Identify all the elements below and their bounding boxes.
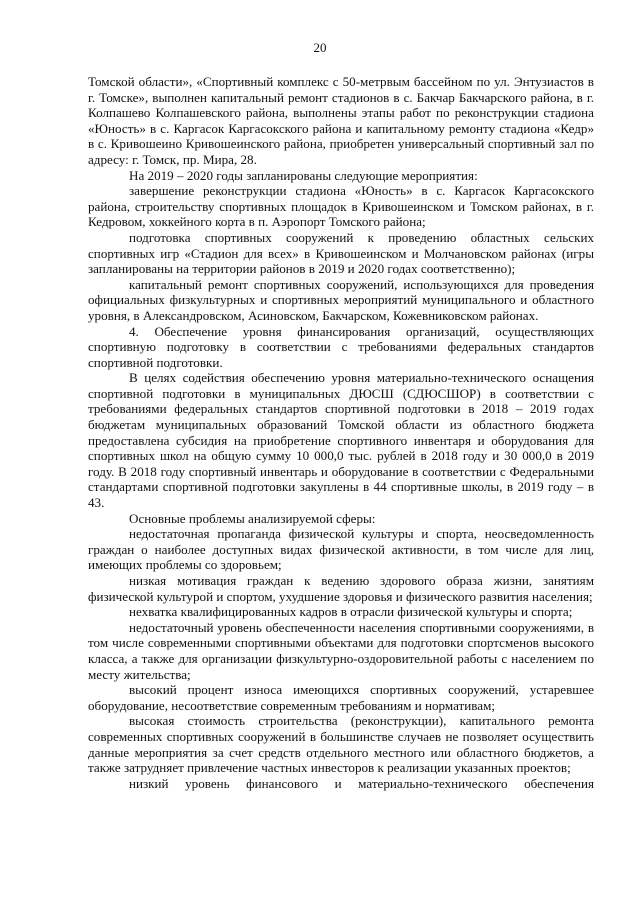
paragraph: низкий уровень финансового и материально-технического обеспечения — [129, 775, 594, 791]
paragraph: подготовка спортивных сооружений к проведению областных сельских спортивных игр «Стадион для всех» в Кривошеинском и Молчановском районах (игры запланированы на территории районов в 2019 и 2020 годах соответственно); — [88, 229, 594, 277]
paragraph: Основные проблемы анализируемой сферы: — [129, 510, 376, 526]
paragraph: нехватка квалифицированных кадров в отрасли физической культуры и спорта; — [129, 604, 573, 620]
paragraph: высокий процент износа имеющихся спортивных сооружений, устаревшее оборудование, несоответствие современным требованиям и нормативам; — [88, 682, 594, 713]
paragraph: недостаточный уровень обеспеченности населения спортивными сооружениями, в том числе современными спортивными объектами для подготовки спортсменов высокого класса, а также для организации физкультурно-оздоровительной работы с населением по месту жительства; — [88, 619, 594, 682]
paragraph: Томской области», «Спортивный комплекс с 50-метрвым бассейном по ул. Энтузиастов в г. Томске», выполнен капитальный ремонт стадионов в с. Бакчар Бакчарского района, в г. Колпашево Колпашевского района, выполнены этапы работ по реконструкции стадиона «Юность» в с. Каргасок Каргасокского района и капитальному ремонту стадиона «Кедр» в с. Кривошеино Кривошеинского района, приобретен универсальный спортивный зал по адресу: г. Томск, пр. Мира, 28. — [88, 74, 594, 167]
paragraph: капитальный ремонт спортивных сооружений, использующихся для проведения официальных физкультурных и спортивных мероприятий муниципального и областного уровня, в Александровском, Асиновском, Бакчарском, Кожевниковском районах. — [88, 276, 594, 323]
page-number: 20 — [313, 40, 327, 55]
paragraph: На 2019 – 2020 годы запланированы следующие мероприятия: — [129, 167, 478, 183]
paragraph: недостаточная пропаганда физической культуры и спорта, неосведомленность граждан о наиболее доступных видах физической активности, в том числе для лиц, имеющих проблемы со здоровьем; — [88, 526, 594, 573]
paragraph: высокая стоимость строительства (реконструкции), капитального ремонта современных спортивных сооружений в большинстве случаев не позволяет осуществить данные мероприятия за счет средств отдельного местного или областного бюджетов, а также затрудняет привлечение частных инвесторов к реализации указанных проектов; — [88, 713, 594, 776]
paragraph: низкая мотивация граждан к ведению здорового образа жизни, занятиям физической культурой и спортом, ухудшение здоровья и физического развития населения; — [88, 573, 594, 604]
paragraph: В целях содействия обеспечению уровня материально-технического оснащения спортивной подготовки в муниципальных ДЮСШ (СДЮСШОР) в соответствии с требованиями федеральных стандартов спортивной подготовки в 2018 – 2019 годах бюджетам муниципальных образований Томской области из областного бюджета предоставлена субсидия на приобретение спортивного инвентаря и оборудования для спортивных школ на общую сумму 10 000,0 тыс. рублей в 2018 году и 30 000,0 в 2019 году. В 2018 году спортивный инвентарь и оборудование в соответствии с Федеральными стандартами спортивной подготовки закуплены в 44 спортивные школы, в 2019 году – в 43. — [88, 370, 594, 511]
paragraph: завершение реконструкции стадиона «Юность» в с. Каргасок Каргасокского района, строительству спортивных площадок в Кривошеинском и Томском районах, в г. Кедровом, хоккейного корта в п. Аэропорт Томского района; — [88, 183, 594, 230]
document-body — [88, 74, 594, 791]
paragraph: 4. Обеспечение уровня финансирования организаций, осуществляющих спортивную подготовку в соответствии с требованиями федеральных стандартов спортивной подготовки. — [88, 323, 594, 370]
